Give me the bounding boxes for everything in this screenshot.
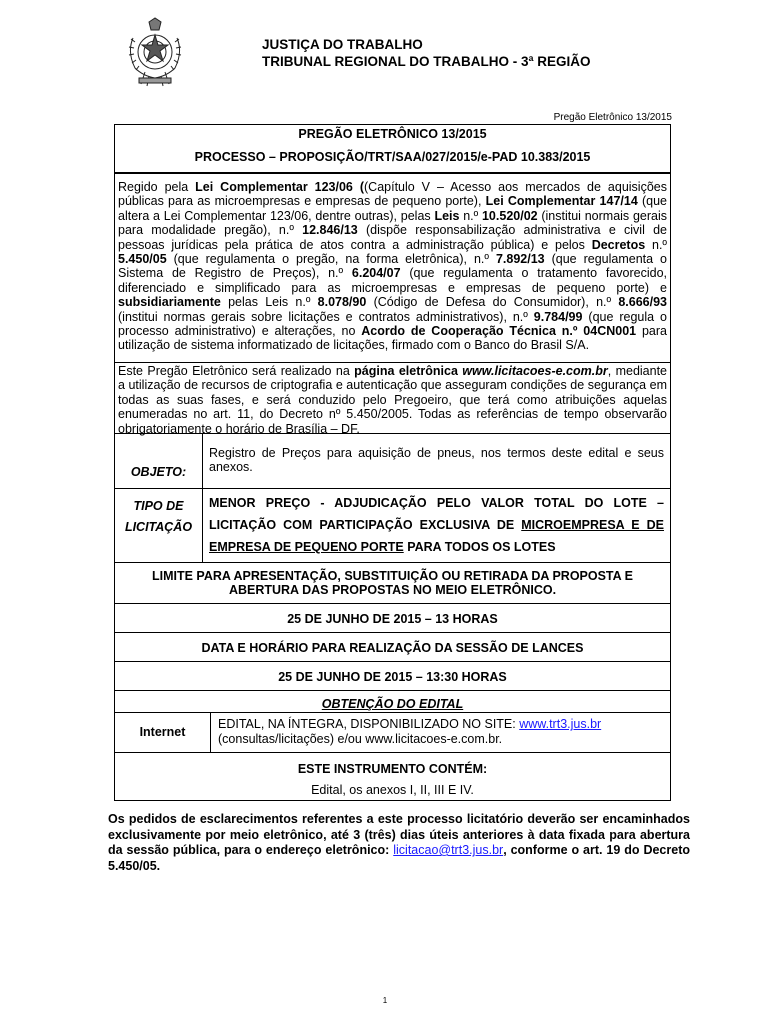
sessao-title-box	[114, 632, 671, 662]
document-reference: Pregão Eletrônico 13/2015	[553, 112, 672, 123]
internet-label: Internet	[139, 725, 186, 739]
instrumento-content: Edital, os anexos I, II, III E IV.	[311, 783, 474, 797]
legal-basis-text: Regido pela Lei Complementar 123/06 ((Capítulo V – Acesso aos mercados de aquisições públicas para as microempresas e empresas de pequeno porte), Lei Complementar 147/14 (que altera a Lei Complementar 123/06, dentre outras), pelas Leis n.º 10.520/02 (institui normais gerais para modalidade pregão), n.º 12.846/13 (dispõe responsabilização administrativa e civil de pessoas jurídicas pela prática de atos contra a administração pública) e pelos Decretos n.º 5.450/05 (que regulamenta o pregão, na forma eletrônica), n.º 7.892/13 (que regulamenta o Sistema de Registro de Preços), n.º 6.204/07 (que regulamenta o tratamento favorecido, diferenciado e simplificado para as microempresas e empresas de pequeno porte) e subsidiariamente pelas Leis n.º 8.078/90 (Código de Defesa do Consumidor), n.º 8.666/93 (institui normas gerais sobre licitações e contratos administrativos), n.º 9.784/99 (que regula o processo administrativo) e alterações, no Acordo de Cooperação Técnica n.º 04CN001 para utilização de sistema informatizado de licitações, firmado com o Banco do Brasil S/A.	[118, 180, 668, 353]
email-link[interactable]: licitacao@trt3.jus.br	[393, 843, 504, 857]
tipo-value: MENOR PREÇO - ADJUDICAÇÃO PELO VALOR TOTAL DO LOTE – LICITAÇÃO COM PARTICIPAÇÃO EXCLUSIVA DE MICROEMPRESA E DE EMPRESA DE PEQUENO PORTE PARA TODOS OS LOTES	[209, 496, 664, 554]
electronic-auction-text: Este Pregão Eletrônico será realizado na página eletrônica www.licitacoes-e.com.br, mediante a utilização de recursos de criptografia e autenticação que asseguram condições de segurança em todas as suas fases, e será conduzido pelo Pregoeiro, que terá como atribuições aquelas enumeradas no art. 11, do Decreto nº 5.450/2005. Todas as referências de tempo observarão obrigatoriamente o horário de Brasília – DF.	[118, 364, 667, 436]
instrumento-box	[114, 752, 671, 801]
trt3-site-link[interactable]: www.trt3.jus.br	[519, 717, 602, 731]
objeto-value: Registro de Preços para aquisição de pneus, nos termos deste edital e seus anexos.	[209, 446, 664, 475]
obtencao-title: OBTENÇÃO DO EDITAL	[321, 697, 464, 711]
internet-label-cell	[114, 712, 211, 753]
instrumento-title: ESTE INSTRUMENTO CONTÉM:	[297, 762, 488, 776]
sessao-title: DATA E HORÁRIO PARA REALIZAÇÃO DA SESSÃO DE LANCES	[201, 641, 584, 655]
tipo-value-cell	[202, 488, 671, 563]
title-box	[114, 124, 671, 173]
obtencao-title-box	[114, 690, 671, 713]
header-tribunal: TRIBUNAL REGIONAL DO TRABALHO - 3ª REGIÃO	[262, 54, 591, 69]
sessao-date-box	[114, 661, 671, 691]
clarification-paragraph: Os pedidos de esclarecimentos referentes a este processo licitatório deverão ser encaminhados exclusivamente por meio eletrônico, até 3 (três) dias úteis anteriores à data fixada para abertura da sessão pública, para o endereço eletrônico: licitacao@trt3.jus.br, conforme o art. 19 do Decreto 5.450/05.	[108, 812, 690, 873]
tipo-label-line1: TIPO DE	[133, 499, 184, 513]
legal-basis-box	[114, 173, 671, 363]
limite-title-line2: ABERTURA DAS PROPOSTAS NO MEIO ELETRÔNICO.	[228, 583, 557, 597]
internet-value: EDITAL, NA ÍNTEGRA, DISPONIBILIZADO NO SITE: www.trt3.jus.br (consultas/licitações) e/ou www.licitacoes-e.com.br.	[218, 717, 602, 746]
process-line: PROCESSO – PROPOSIÇÃO/TRT/SAA/027/2015/e-PAD 10.383/2015	[194, 150, 591, 164]
header-court: JUSTIÇA DO TRABALHO	[262, 37, 423, 52]
limite-date-box	[114, 603, 671, 633]
limite-box	[114, 562, 671, 604]
header	[262, 36, 591, 70]
limite-title-line1: LIMITE PARA APRESENTAÇÃO, SUBSTITUIÇÃO OU RETIRADA DA PROPOSTA E	[151, 569, 634, 583]
sessao-date: 25 DE JUNHO DE 2015 – 13:30 HORAS	[278, 670, 507, 684]
objeto-label: OBJETO:	[130, 465, 187, 479]
tipo-label-line2: LICITAÇÃO	[124, 520, 193, 534]
electronic-auction-box	[114, 362, 671, 434]
objeto-label-cell	[114, 433, 203, 489]
tipo-label-cell	[114, 488, 203, 563]
internet-value-cell	[210, 712, 671, 753]
page-number: 1	[382, 996, 388, 1005]
limite-date: 25 DE JUNHO DE 2015 – 13 HORAS	[287, 612, 498, 626]
coat-of-arms-emblem	[119, 16, 191, 88]
objeto-value-cell	[202, 433, 671, 489]
title-line: PREGÃO ELETRÔNICO 13/2015	[298, 127, 487, 141]
